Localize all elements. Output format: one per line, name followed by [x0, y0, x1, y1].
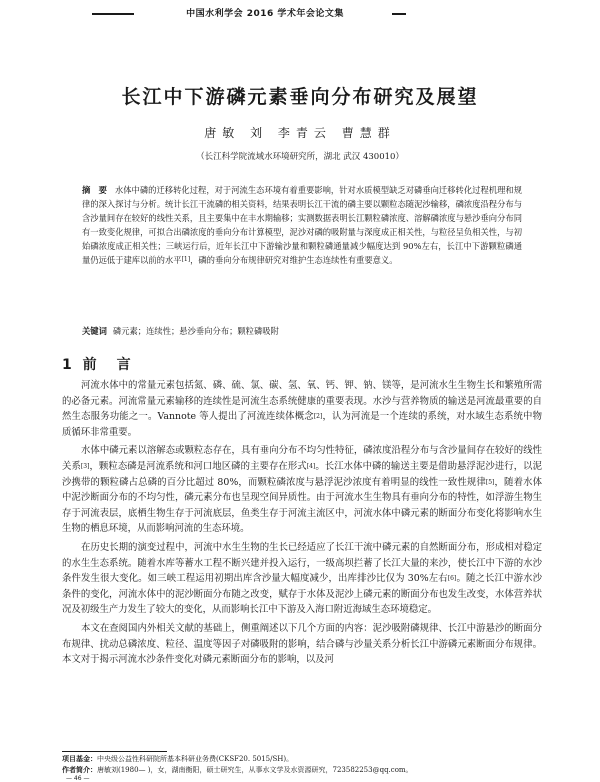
header-text: 中国水利学会 2016 学术年会论文集 — [186, 9, 344, 19]
paragraph-text: 。随之长江中游水沙条件的变化，河流水体中的泥沙断面分布随之改变，赋存于水体及泥沙上磷元素的断面分布也发生改变，水体营养状况及初级生产力发生了较大的变化，从而影响长江中下游及入海口附近海域生态环境稳定。 — [62, 573, 542, 616]
paper-title: 长江中下游磷元素垂向分布研究及展望 — [121, 86, 479, 108]
paragraph-text: ，认为河流是一个连续的系统，对水域生态系统中物质循环非常重要。 — [62, 411, 542, 438]
footnote-text: 唐敏刘(1980— )，女，湖南衡阳，硕士研究生，从事水文学及水资源研究，723582253@qq.com。 — [97, 766, 413, 774]
author-list: 唐敏 刘 李青云 曹慧群 — [204, 126, 396, 140]
footnote — [62, 754, 542, 776]
citation: [6] — [447, 575, 457, 583]
paragraph-text: 。长江水体中磷的输送主要是借助悬浮泥沙进行，以泥沙携带的颗粒磷占总磷的百分比超过 80%，而颗粒磷浓度与悬浮泥沙浓度有着明显的线性一致性规律 — [62, 460, 542, 488]
paragraph-text: 本文在查阅国内外相关文献的基础上，侧重阐述以下几个方面的内容：泥沙吸附磷规律、长江中游悬沙的断面分布规律、扰动总磷浓度、粒径、温度等因子对磷吸附的影响，结合磷与沙量关系分析长江中游磷元素断面分布规律。本文对于揭示河流水沙条件变化对磷元素断面分布的影响，以及河 — [62, 622, 542, 666]
keywords-label: 关键词 — [82, 326, 107, 336]
paragraph — [62, 378, 542, 440]
running-header — [0, 6, 600, 20]
abstract-text-end: ，磷的垂向分布规律研究对维护生态连续性有重要意义。 — [190, 255, 398, 265]
paragraph-text: 水体中磷元素以溶解态或颗粒态存在，具有垂向分布不均匀性特征，磷浓度沿程分布与含沙量间存在较好的线性关系 — [62, 445, 542, 472]
footnote-label: 项目基金： — [62, 755, 97, 763]
footnote-author — [62, 765, 542, 776]
footnote-text: 中央级公益性科研院所基本科研业务费(CKSF20. 5015/SH)。 — [97, 755, 294, 763]
header-rule-left — [92, 13, 134, 15]
body-text — [62, 378, 542, 671]
paragraph — [62, 621, 542, 668]
keywords — [82, 325, 522, 337]
abstract-text: 水体中磷的迁移转化过程，对于河流生态环境有着重要影响，针对水质模型缺乏对磷垂向迁移转化过程机理和规律的深入探讨与分析。统计长江干流磷的相关资料，结果表明长江干流的磷主要以颗粒态随泥沙输移，磷浓度沿程分布与含沙量间存在较好的线性关系，且主要集中在丰水期输移；实测数据表明长江颗粒磷浓度、溶解磷浓度与悬沙垂向分布同有一致变化规律，可拟合出磷浓度的垂向分布计算模型，泥沙对磷的吸附量与深度成正相关性，与粒径呈负相关性，与初始磷浓度成正相关性；三峡运行后，近年长江中下游输沙量和颗粒磷通量减少幅度达到 90%左右，长江中下游颗粒磷通量仍远低于建库以前的水平 — [82, 185, 522, 265]
citation: [2] — [313, 413, 323, 421]
citation: [3] — [80, 462, 90, 470]
footnote-funding — [62, 754, 542, 765]
section-heading — [62, 354, 134, 374]
footnote-label: 作者简介： — [62, 766, 97, 774]
footnote-rule — [62, 751, 167, 752]
affiliation: （长江科学院流域水环境研究所，湖北 武汉 430010） — [196, 152, 404, 162]
paragraph-text: 河流水体中的常量元素包括氮、磷、硫、氯、碳、氢、氧、钙、钾、钠、镁等，是河流水生生物生长和繁殖所需的必备元素。河流常量元素输移的连续性是河流生态系统健康的重要表现。水沙与营养物质的输送是河流最重要的自然生态服务功能之一。Vannote 等人提出了河流连续体概念 — [62, 380, 542, 423]
paragraph — [62, 443, 542, 537]
paragraph-text: ，颗粒态磷是河流系统和河口地区磷的主要存在形式 — [89, 460, 307, 472]
header-rule-right — [392, 13, 406, 15]
abstract — [82, 183, 522, 267]
keywords-text: 磷元素；连续性；悬沙垂向分布；颗粒磷吸附 — [112, 326, 279, 336]
page-number: — 46 — — [66, 775, 90, 782]
section-number: 1 — [62, 357, 75, 373]
paragraph — [62, 540, 542, 618]
citation: [4] — [306, 462, 316, 470]
citation: [5] — [485, 478, 495, 486]
paragraph-text: ，随着水体中泥沙断面分布的不均匀性，磷元素分布也呈现空间异质性。由于河流水生生物具有垂向分布的特性，如浮游生物生存于河流表层，底栖生物生存于河流底层，鱼类生存于河流主流区中，河流水体中磷元素的断面分布变化将影响水生生物的栖息环境，从而影响河流的生态环境。 — [62, 476, 542, 535]
paragraph-text: 在历史长期的演变过程中，河流中水生生物的生长已经适应了长江干流中磷元素的自然断面分布，形成相对稳定的水生生态系统。随着水库等蓄水工程不断兴建并投入运行，一级高坝拦蓄了长江大量的来沙，使长江中下游的水沙条件发生很大变化。如三峡工程运用初期出库含沙量大幅度减少，出库排沙比仅为 30%左右 — [62, 541, 542, 585]
section-title: 前 言 — [82, 357, 134, 373]
abstract-ref: [1] — [181, 256, 191, 263]
abstract-label: 摘 要 — [82, 185, 107, 195]
